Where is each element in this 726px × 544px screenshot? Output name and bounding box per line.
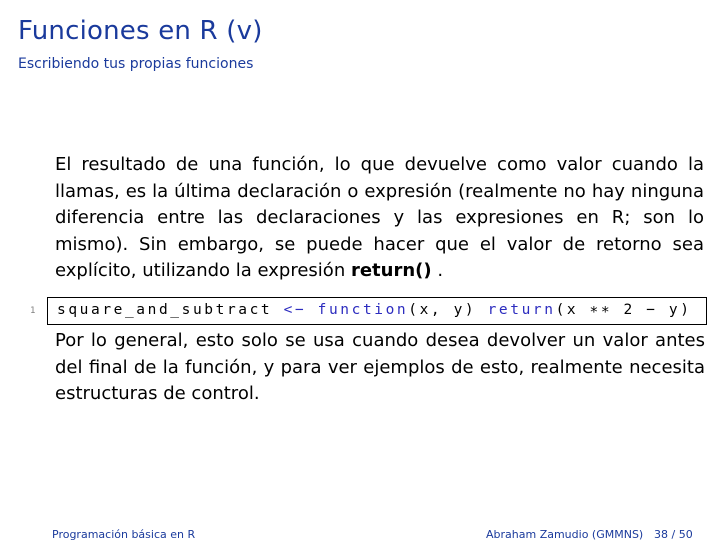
paragraph-2: Por lo general, esto solo se usa cuando desea devolver un valor antes del final de la función, y para ver ejemplos de esto, realmente necesita estructuras de control. (55, 330, 705, 405)
code-expression: (x ∗∗ 2 − y) (555, 302, 692, 318)
slide-subtitle: Escribiendo tus propias funciones (18, 56, 254, 72)
code-space (306, 302, 317, 318)
footer-course-title: Programación básica en R (52, 528, 196, 541)
return-keyword: return() (350, 260, 432, 282)
footer-author: Abraham Zamudio (GMMNS) (486, 528, 644, 541)
code-line (57, 300, 692, 320)
code-line-number: 1 (30, 306, 36, 316)
paragraph-1 (55, 152, 704, 285)
code-return-keyword: return (487, 302, 556, 318)
code-assign-operator: <− (283, 302, 307, 318)
paragraph-1-end: . (431, 260, 444, 282)
footer-page-number: 38 / 50 (654, 528, 693, 541)
paragraph-1-text: El resultado de una función, lo que devuelve como valor cuando la llamas, es la última declaración o expresión (realmente no hay ninguna diferencia entre las declaraciones y las expresiones en R; son lo mismo). Sin embargo, se puede hacer que el valor de retorno sea explícito, utilizando la expresión (55, 154, 704, 282)
slide-title: Funciones en R (v) (18, 16, 263, 46)
code-function-keyword: function (317, 302, 409, 318)
code-part-name: square_and_subtract (57, 302, 284, 318)
code-args: (x, y) (408, 302, 488, 318)
